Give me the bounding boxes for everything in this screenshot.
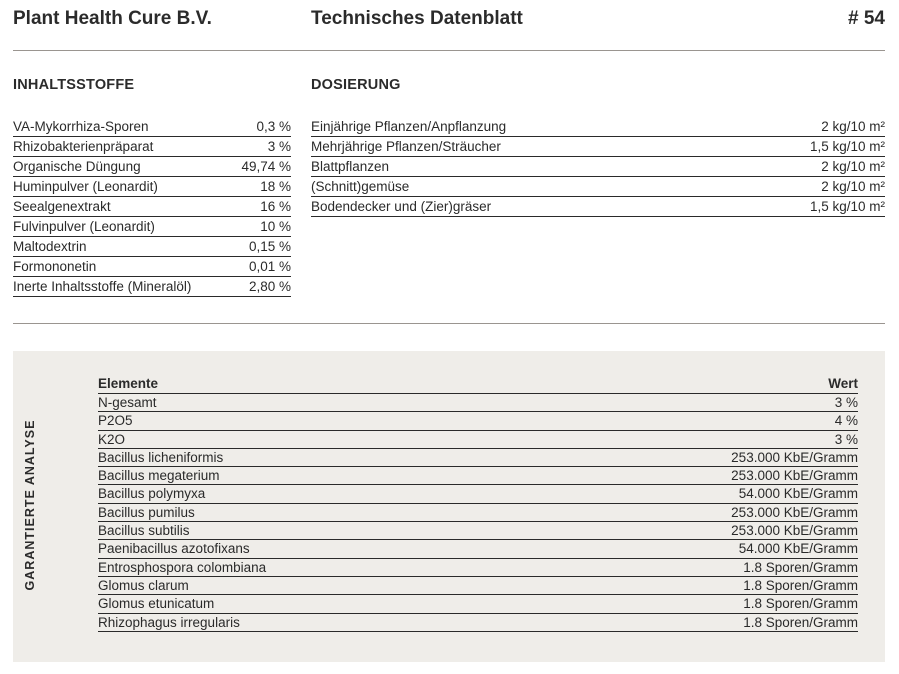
element-value: 253.000 KbE/Gramm [731,504,858,520]
table-row [98,394,858,412]
list-item [13,117,291,137]
table-row [98,522,858,540]
table-row [98,614,858,632]
table-row [98,431,858,449]
ingredient-name: Seealgenextrakt [13,199,111,214]
table-row [98,485,858,503]
element-name: Bacillus pumilus [98,504,195,520]
list-item [13,237,291,257]
dosage-name: (Schnitt)gemüse [311,179,410,194]
company-name: Plant Health Cure B.V. [13,8,212,29]
element-value: 253.000 KbE/Gramm [731,449,858,465]
ingredient-value: 3 % [267,139,291,154]
dosage-value: 1,5 kg/10 m² [809,139,885,154]
dosage-value: 2 kg/10 m² [821,119,885,134]
dosage-value: 2 kg/10 m² [821,159,885,174]
ingredient-value: 49,74 % [241,159,291,174]
ingredient-value: 18 % [260,179,291,194]
table-row [98,540,858,558]
analysis-side-label: GARANTIERTE ANALYSE [23,419,37,591]
dosage-name: Blattpflanzen [311,159,390,174]
ingredient-value: 10 % [260,219,291,234]
analysis-table-header [98,376,858,394]
element-name: Bacillus megaterium [98,468,220,484]
element-value: 1.8 Sporen/Gramm [743,614,858,630]
element-name: Glomus etunicatum [98,596,215,612]
element-value: 3 % [834,395,858,410]
ingredient-value: 0,01 % [248,259,291,274]
section-divider [13,323,885,324]
document-number: # 54 [848,8,885,29]
list-item [13,197,291,217]
column-header-element: Elemente [98,376,159,391]
ingredients-title: INHALTSSTOFFE [13,77,135,93]
list-item [311,177,885,197]
table-row [98,467,858,485]
list-item [13,257,291,277]
list-item [13,177,291,197]
element-name: N-gesamt [98,395,157,410]
ingredient-name: Organische Düngung [13,159,141,174]
ingredient-name: Huminpulver (Leonardit) [13,179,158,194]
column-header-value: Wert [828,376,858,391]
ingredient-value: 2,80 % [248,279,291,294]
element-name: P2O5 [98,413,133,429]
element-value: 1.8 Sporen/Gramm [743,596,858,612]
list-item [311,197,885,217]
element-value: 253.000 KbE/Gramm [731,468,858,484]
ingredient-name: Rhizobakterienpräparat [13,139,154,154]
element-value: 3 % [834,431,858,447]
element-value: 1.8 Sporen/Gramm [743,577,858,593]
element-value: 253.000 KbE/Gramm [731,523,858,539]
table-row [98,559,858,577]
element-name: Bacillus subtilis [98,523,190,539]
list-item [13,217,291,237]
element-name: Bacillus polymyxa [98,486,206,502]
document-title: Technisches Datenblatt [311,8,523,29]
list-item [311,117,885,137]
dosage-name: Einjährige Pflanzen/Anpflanzung [311,119,507,134]
ingredient-name: Formononetin [13,259,97,274]
ingredient-name: Maltodextrin [13,239,87,254]
table-row [98,577,858,595]
list-item [13,277,291,297]
ingredient-name: VA-Mykorrhiza-Sporen [13,119,149,134]
dosage-title: DOSIERUNG [311,77,401,93]
dosage-value: 2 kg/10 m² [821,179,885,194]
list-item [13,137,291,157]
dosage-value: 1,5 kg/10 m² [809,199,885,214]
page-header [13,8,885,34]
element-name: Entrosphospora colombiana [98,559,267,575]
list-item [311,137,885,157]
element-name: Glomus clarum [98,577,189,593]
list-item [13,157,291,177]
ingredient-value: 0,3 % [256,119,291,134]
ingredient-name: Inerte Inhaltsstoffe (Mineralöl) [13,279,192,294]
element-value: 1.8 Sporen/Gramm [743,559,858,575]
table-row [98,449,858,467]
table-row [98,504,858,522]
element-name: Paenibacillus azotofixans [98,541,250,557]
ingredients-list [13,117,291,297]
dosage-name: Bodendecker und (Zier)gräser [311,199,492,214]
table-row [98,412,858,430]
dosage-name: Mehrjährige Pflanzen/Sträucher [311,139,501,154]
ingredient-value: 16 % [260,199,291,214]
element-name: Bacillus licheniformis [98,449,224,465]
list-item [311,157,885,177]
ingredient-name: Fulvinpulver (Leonardit) [13,219,155,234]
element-name: Rhizophagus irregularis [98,614,240,630]
header-divider [13,50,885,51]
table-row [98,595,858,613]
element-value: 54.000 KbE/Gramm [738,486,858,502]
element-value: 54.000 KbE/Gramm [738,541,858,557]
ingredient-value: 0,15 % [248,239,291,254]
element-value: 4 % [834,413,858,429]
dosage-list [311,117,885,217]
analysis-table [98,394,858,632]
element-name: K2O [98,431,126,447]
